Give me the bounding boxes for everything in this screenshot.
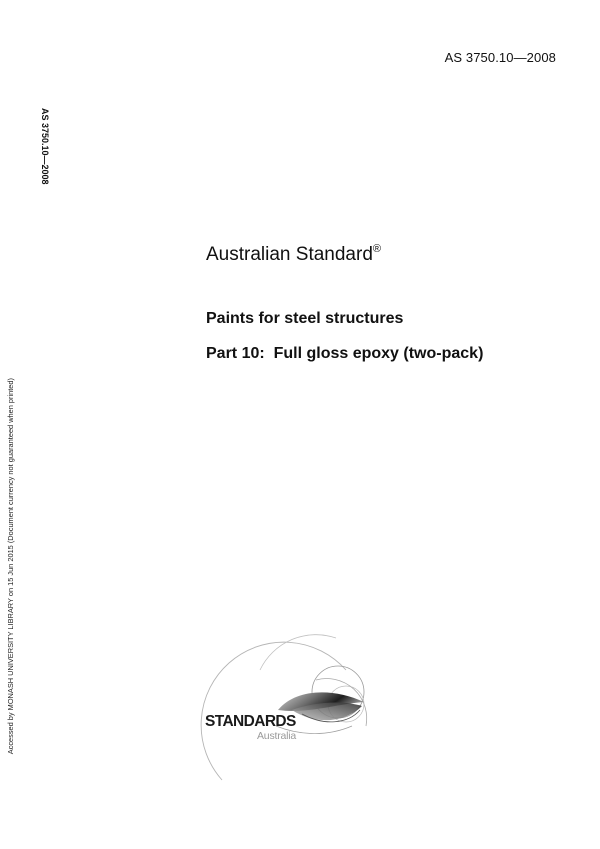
standards-australia-logo <box>196 630 396 800</box>
registered-mark: ® <box>372 243 381 255</box>
logo-wordmark: STANDARDS <box>205 713 296 730</box>
document-subtitle: Part 10: Full gloss epoxy (two-pack) <box>206 345 484 362</box>
access-note: Accessed by MONASH UNIVERSITY LIBRARY on 15 Jun 2015 (Document currency not guaranteed when printed) <box>6 378 15 755</box>
standard-name <box>206 244 381 266</box>
document-title: Paints for steel structures <box>206 310 404 327</box>
document-number: AS 3750.10—2008 <box>444 50 556 65</box>
logo-subtext: Australia <box>257 730 297 742</box>
standard-name-text: Australian Standard <box>206 244 373 265</box>
spine-document-number: AS 3750.10—2008 <box>40 108 50 185</box>
